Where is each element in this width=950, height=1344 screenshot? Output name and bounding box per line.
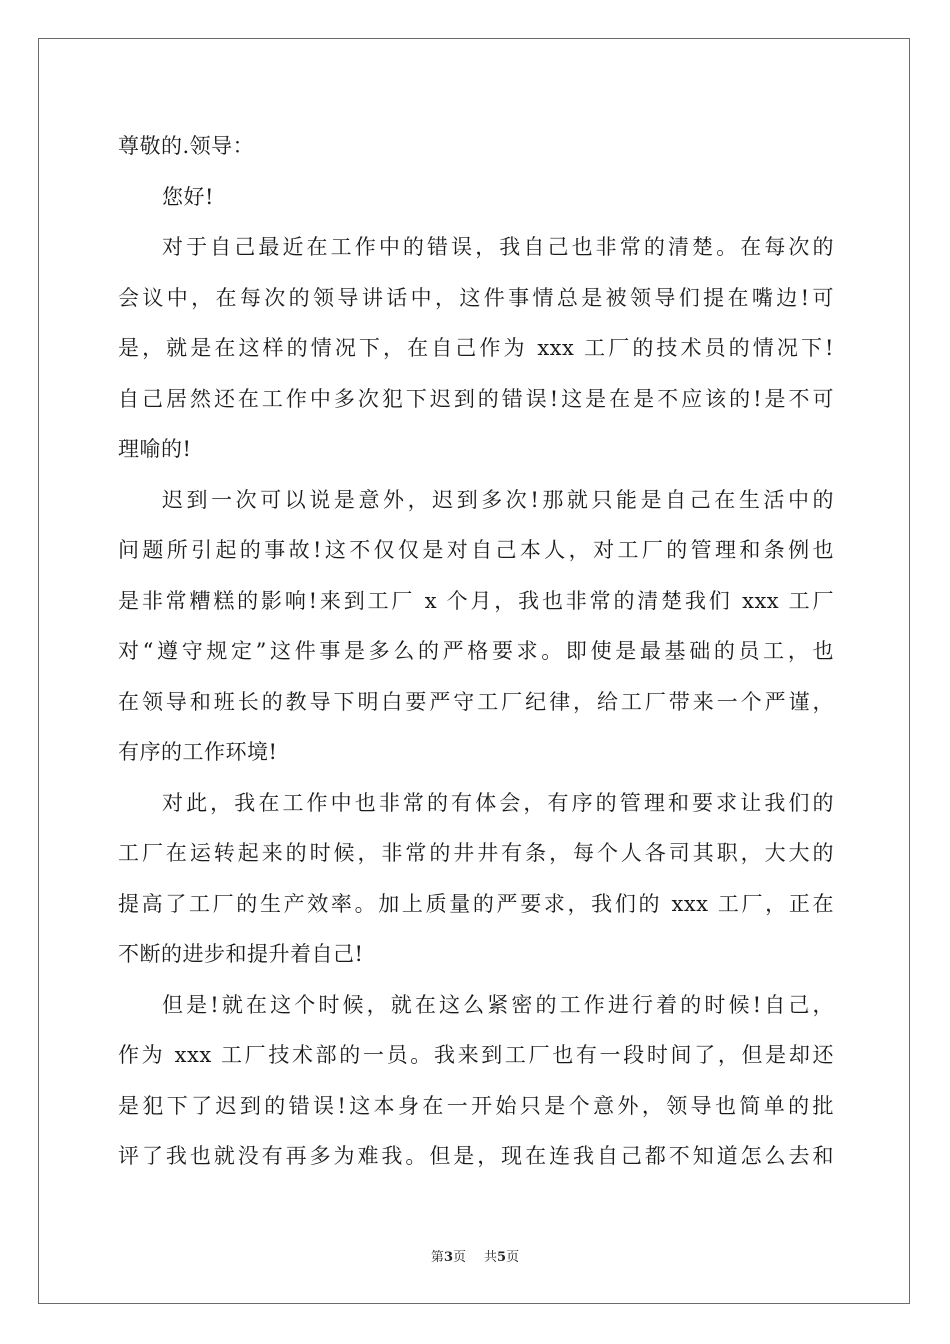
text-line: 作为 xxx 工厂技术部的一员。我来到工厂也有一段时间了，但是却还 <box>118 1043 834 1067</box>
text-line: 提高了工厂的生产效率。加上质量的严要求，我们的 xxx 工厂，正在 <box>118 891 834 916</box>
page-prefix: 第 <box>430 1250 444 1265</box>
text-line: 在领导和班长的教导下明白要严守工厂纪律，给工厂带来一个严谨， <box>118 689 834 714</box>
total-prefix: 共 <box>484 1250 498 1265</box>
total-suffix: 页 <box>506 1250 520 1265</box>
text-line: 对“遵守规定”这件事是多么的严格要求。即使是最基础的员工，也 <box>118 639 834 663</box>
text-line: 评了我也就没有再多为难我。但是，现在连我自己都不知道怎么去和 <box>118 1144 834 1168</box>
text-line: 您好! <box>162 184 214 209</box>
text-line: 自己居然还在工作中多次犯下迟到的错误!这是在是不应该的!是不可 <box>118 386 834 411</box>
text-line: 对此，我在工作中也非常的有体会，有序的管理和要求让我们的 <box>162 790 834 815</box>
page-current: 3 <box>443 1250 453 1265</box>
text-line: 是，就是在这样的情况下，在自己作为 xxx 工厂的技术员的情况下! <box>118 336 834 360</box>
text-line: 问题所引起的事故!这不仅仅是对自己本人，对工厂的管理和条例也 <box>118 538 834 562</box>
text-line: 尊敬的.领导： <box>118 134 255 158</box>
text-line: 有序的工作环境! <box>118 740 278 764</box>
text-line: 会议中，在每次的领导讲话中，这件事情总是被领导们提在嘴边!可 <box>118 285 834 310</box>
text-line: 但是!就在这个时候，就在这么紧密的工作进行着的时候!自己， <box>162 992 834 1017</box>
text-line: 迟到一次可以说是意外，迟到多次!那就只能是自己在生活中的 <box>162 487 834 512</box>
text-line: 理喻的! <box>118 437 192 461</box>
page-total: 5 <box>497 1250 507 1265</box>
document-body <box>118 128 834 1189</box>
text-line: 对于自己最近在工作中的错误，我自己也非常的清楚。在每次的 <box>162 235 834 259</box>
text-line: 是犯下了迟到的错误!这本身在一开始只是个意外，领导也简单的批 <box>118 1093 834 1118</box>
text-line: 工厂在运转起来的时候，非常的井井有条，每个人各司其职，大大的 <box>118 841 834 865</box>
text-line: 不断的进步和提升着自己! <box>118 942 364 966</box>
text-line: 是非常糟糕的影响!来到工厂 x 个月，我也非常的清楚我们 xxx 工厂 <box>118 588 834 613</box>
page-suffix: 页 <box>452 1250 466 1265</box>
page-footer <box>0 1246 950 1265</box>
